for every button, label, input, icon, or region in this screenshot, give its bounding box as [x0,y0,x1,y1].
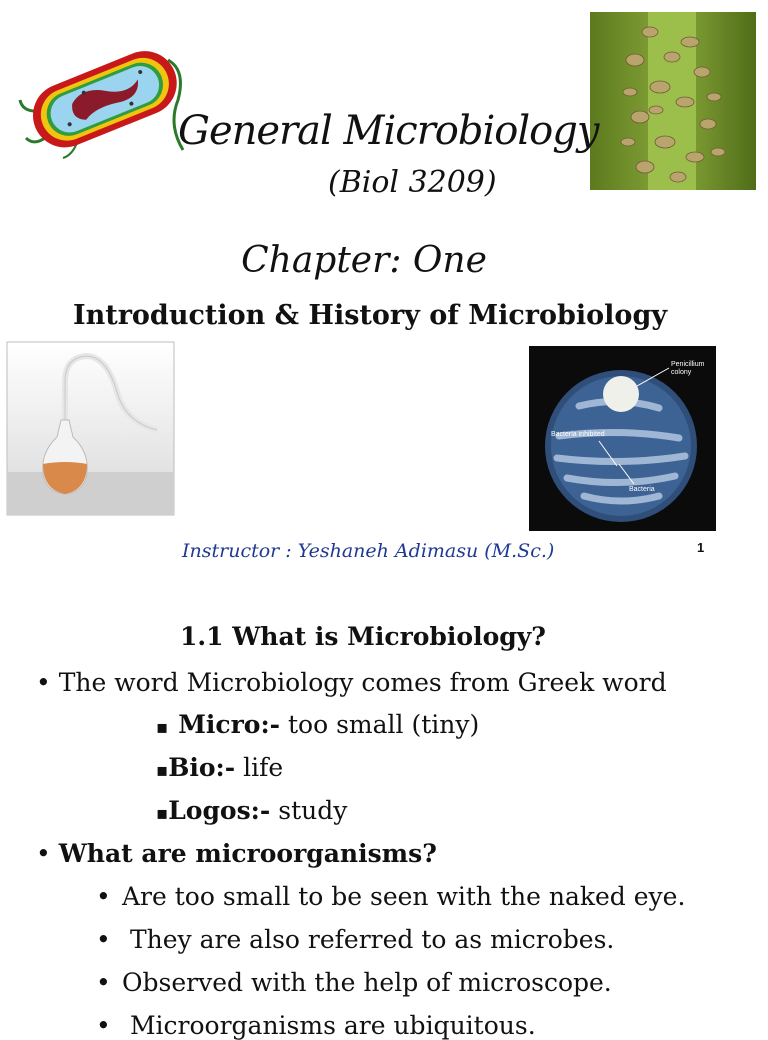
point-text: Are too small to be seen with the naked eye. [122,882,686,911]
swan-neck-flask-image [7,342,174,515]
square-bullet-icon: ▪ [156,717,169,738]
term-meaning: life [235,753,284,782]
instructor-name: Instructor : Yeshaneh Adimasu (M.Sc.) [182,540,555,562]
penicillium-label: Penicillium [671,361,705,368]
point-item [96,1011,536,1040]
bullet-icon: • [96,882,111,911]
point-text: Microorganisms are ubiquitous. [122,1011,536,1040]
bullet-icon: • [96,968,111,997]
question-line [36,839,437,868]
point-item [96,882,685,911]
petri-dish-image [529,346,716,531]
bullet-icon: • [96,925,111,954]
point-text: Observed with the help of microscope. [122,968,612,997]
bacterium-illustration [18,30,188,160]
colony-label: colony [671,369,692,376]
intro-text: The word Microbiology comes from Greek word [58,668,667,697]
bullet-icon: • [36,668,51,697]
term-item-logos [156,796,347,825]
bullet-icon: • [36,839,51,868]
term-item-bio [156,753,283,782]
chapter-heading: Chapter: One [241,240,487,281]
bacteria-label: Bacteria [629,486,655,493]
term-item-micro [156,710,479,739]
page-number: 1 [697,540,705,555]
section-heading: 1.1 What is Microbiology? [180,622,546,651]
chapter-subtitle: Introduction & History of Microbiology [72,300,668,331]
term-label: Micro:- [178,710,281,739]
square-bullet-icon: ▪ [156,760,169,781]
document-title: General Microbiology [178,108,599,154]
question-text: What are microorganisms? [58,839,437,868]
point-text: They are also referred to as microbes. [122,925,615,954]
intro-line [36,668,667,697]
course-code: (Biol 3209) [328,165,497,200]
point-item [96,968,612,997]
term-label: Logos:- [168,796,271,825]
bullet-icon: • [96,1011,111,1040]
term-label: Bio:- [168,753,236,782]
slide-two [0,590,768,1040]
square-bullet-icon: ▪ [156,803,169,824]
term-meaning: too small (tiny) [280,710,480,739]
bacteria-inhibited-label: Bacteria inhibited [551,431,605,438]
term-meaning: study [270,796,348,825]
aphids-on-stem-photo [590,12,756,190]
point-item [96,925,614,954]
